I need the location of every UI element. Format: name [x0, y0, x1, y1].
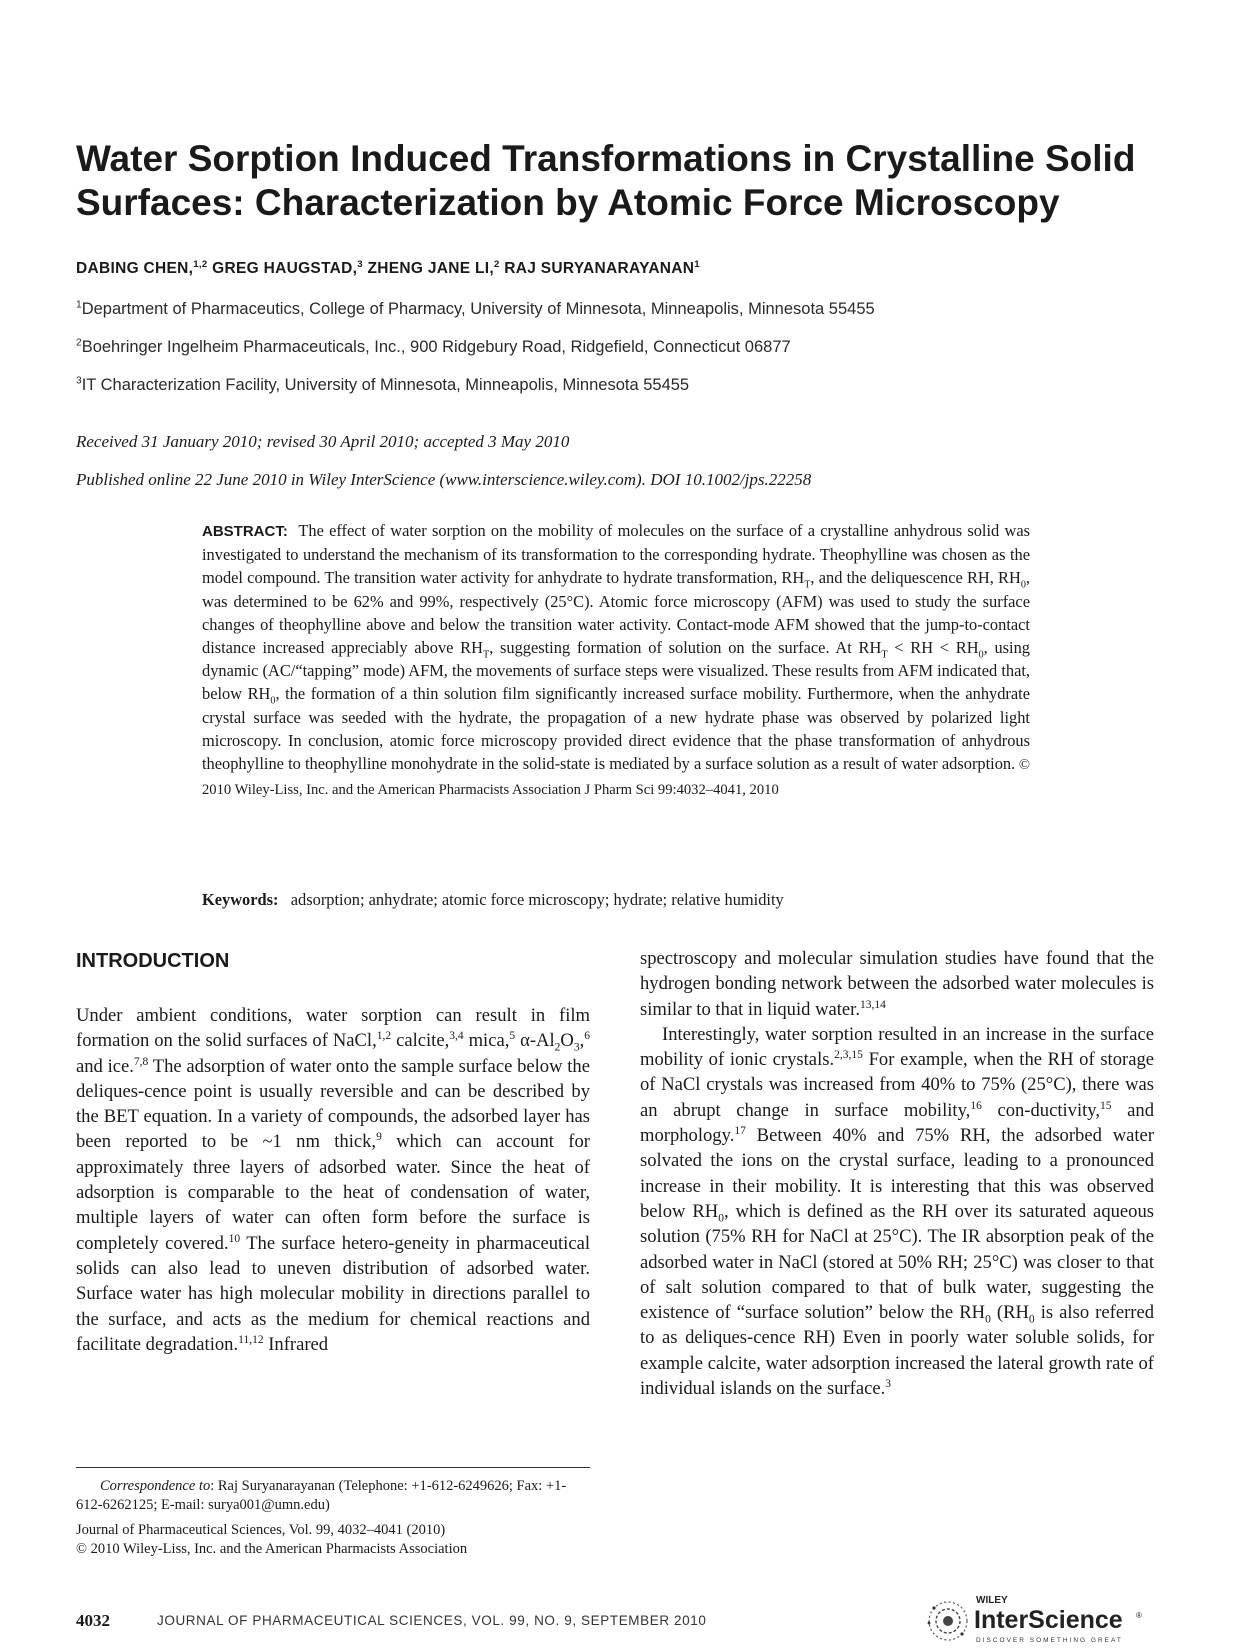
citation: 3,4: [449, 1030, 464, 1043]
text-run: Interestingly, water sorption resulted in an increase in the surface mobility of ionic crystals.: [640, 1023, 1154, 1071]
subscript: 0: [985, 1313, 991, 1326]
text-run: Infrared: [263, 1333, 329, 1355]
abstract-text: < RH < RH: [887, 638, 979, 658]
affil-text: Department of Pharmaceutics, College of Pharmacy, University of Minnesota, Minneapolis, Minnesota 55455: [81, 300, 875, 318]
footnote: [76, 1477, 590, 1559]
citation: 17: [734, 1124, 746, 1137]
text-run: con-ductivity,: [981, 1099, 1101, 1121]
text-run: is also referred to as deliques-cence RH) Even in poorly water soluble solids, for example calcite, water adsorption increased the lateral growth rate of individual islands on the surface.: [640, 1302, 1155, 1400]
subscript: T: [804, 579, 811, 591]
author-name: DABING CHEN,: [76, 260, 194, 277]
abstract-text: , and the deliquescence RH, RH: [810, 568, 1021, 588]
affil-sup: 1: [76, 299, 82, 311]
subscript: 3: [573, 1042, 580, 1055]
page-number: 4032: [76, 1611, 110, 1630]
journal-citation: Journal of Pharmaceutical Sciences, Vol. 99, 4032–4041 (2010): [76, 1522, 446, 1538]
paragraph: [76, 1003, 590, 1357]
logo-tagline: DISCOVER SOMETHING GREAT: [976, 1637, 1123, 1644]
title-line-1: Water Sorption Induced Transformations in Crystalline Solid: [76, 138, 1136, 179]
keywords-label: Keywords:: [202, 890, 279, 909]
author-affil-sup: 2: [494, 258, 500, 270]
abstract-text: , suggesting formation of solution on the surface. At RH: [489, 638, 882, 658]
keywords-text: adsorption; anhydrate; atomic force microscopy; hydrate; relative humidity: [290, 890, 784, 909]
abstract-copyright: © 2010 Wiley-Liss, Inc. and the American Pharmacists Association J Pharm Sci 99:4032–4041, 2010: [202, 757, 1030, 799]
citation: 1,2: [376, 1030, 392, 1043]
citation: 16: [970, 1099, 982, 1112]
logo-name-text: InterScience: [974, 1606, 1123, 1634]
text-run: The surface hetero-geneity in pharmaceutical solids can also lead to uneven distribution of adsorbed water. Surface water has high molecular mobility in directions parallel to the surface, and acts as the medium for chemical reactions and facilitate degradation.: [76, 1232, 591, 1355]
subscript: 2: [554, 1042, 561, 1055]
article-title: [76, 137, 1176, 225]
citation: 15: [1100, 1099, 1112, 1112]
text-run: The adsorption of water onto the sample surface below the deliques-cence point is usually reversible and can be described by the BET equation. In a variety of compounds, the adsorbed layer has been reported to be ~1 nm thick,: [76, 1055, 590, 1153]
affil-sup: 2: [76, 337, 82, 349]
published-online: Published online 22 June 2010 in Wiley InterScience (www.interscience.wiley.com). DOI 10.1002/jps.22258: [76, 470, 812, 489]
text-run: For example, when the RH of storage of NaCl crystals was increased from 40% to 75% (25°C), there was an abrupt change in surface mobility,: [640, 1049, 1155, 1121]
subscript: 0: [1028, 1313, 1035, 1326]
citation: 6: [584, 1030, 591, 1043]
globe-icon: [928, 1602, 967, 1640]
title-line-2: Surfaces: Characterization by Atomic Force Microscopy: [76, 182, 1060, 223]
abstract-text: , was determined to be 62% and 99%, respectively (25°C). Atomic force microscopy (AFM) was used to study the surface changes of theophylline above and below the transition water activity. Contact-mode AFM showed that the jump-to-contact distance increased appreciably above RH: [202, 568, 1030, 658]
abstract-label: ABSTRACT:: [202, 523, 288, 540]
citation: 10: [228, 1232, 241, 1245]
author-affil-sup: 1,2: [193, 258, 208, 270]
text-run: mica,: [463, 1030, 510, 1052]
subscript: 0: [978, 649, 984, 661]
text-run: (RH: [990, 1302, 1029, 1324]
citation: 5: [509, 1030, 516, 1043]
citation: 11,12: [238, 1333, 264, 1346]
text-run: Under ambient conditions, water sorption can result in film formation on the solid surfaces of NaCl,: [76, 1005, 590, 1052]
right-column: [640, 946, 1154, 1401]
section-heading-introduction: INTRODUCTION: [76, 950, 230, 972]
author-name: RAJ SURYANARAYANAN: [499, 260, 695, 277]
text-run: Between 40% and 75% RH, the adsorbed water solvated the ions on the crystal surface, leading to a pronounced increase in their mobility. It is interesting that this was observed below RH: [640, 1125, 1154, 1222]
author-name: ZHENG JANE LI,: [362, 260, 495, 277]
affiliation-3: [76, 376, 689, 395]
text-run: , which is defined as the RH over its saturated aqueous solution (75% RH for NaCl at 25°C). The IR absorption peak of the adsorbed water in NaCl (stored at 50% RH; 25°C) was closer to that of salt solution compared to that of bulk water, suggesting the existence of “surface solution” below the RH: [640, 1200, 1154, 1324]
correspondence-label: Correspondence to: [100, 1478, 211, 1494]
text-run: and morphology.: [640, 1099, 1154, 1147]
subscript: 0: [1020, 579, 1026, 591]
abstract-text: , the formation of a thin solution film significantly increased surface mobility. Furthermore, when the anhydrate crystal surface was seeded with the hydrate, the propagation of a new hydrate phase was observed by polarized light microscopy. In conclusion, atomic force microscopy provided direct evidence that the phase transformation of anhydrous theophylline to theophylline monohydrate in the solid-state is mediated by a surface solution as a result of water adsorption.: [202, 684, 1030, 774]
abstract-text: The effect of water sorption on the mobility of molecules on the surface of a crystalline anhydrous solid was investigated to understand the mechanism of its transformation to the corresponding hydrate. Theophylline was chosen as the model compound. The transition water activity for anhydrate to hydrate transformation, RH: [202, 521, 1030, 588]
affil-text: Boehringer Ingelheim Pharmaceuticals, Inc., 900 Ridgebury Road, Ridgefield, Connecticut 06877: [81, 338, 791, 356]
subscript: 0: [718, 1212, 724, 1225]
text-run: which can account for approximately three layers of adsorbed water. Since the heat of adsorption is comparable to the heat of condensation of water, multiple layers of water can often form before the surface is completely covered.: [76, 1131, 590, 1254]
citation: 2,3,15: [834, 1049, 863, 1061]
received-dates: Received 31 January 2010; revised 30 April 2010; accepted 3 May 2010: [76, 432, 570, 451]
citation: 13,14: [860, 998, 886, 1011]
author-list: [76, 260, 700, 278]
author-affil-sup: 1: [694, 258, 700, 270]
text-run: calcite,: [391, 1030, 450, 1052]
text-run: ,: [579, 1030, 585, 1052]
affil-sup: 3: [76, 375, 82, 387]
author-name: GREG HAUGSTAD,: [207, 260, 358, 277]
citation: 9: [376, 1131, 382, 1144]
running-footer: JOURNAL OF PHARMACEUTICAL SCIENCES, VOL. 99, NO. 9, SEPTEMBER 2010: [157, 1613, 707, 1628]
left-column: [76, 1003, 590, 1357]
text-run: and ice.: [76, 1055, 134, 1077]
footnote-copyright: © 2010 Wiley-Liss, Inc. and the American Pharmacists Association: [76, 1541, 468, 1557]
subscript: T: [881, 649, 888, 661]
footnote-divider: [76, 1467, 590, 1468]
text-run: spectroscopy and molecular simulation studies have found that the hydrogen bonding network between the adsorbed water molecules is similar to that in liquid water.: [640, 948, 1154, 1020]
logo-registered-mark: ®: [1136, 1611, 1142, 1620]
abstract: [202, 519, 1030, 802]
affil-text: IT Characterization Facility, University of Minnesota, Minneapolis, Minnesota 55455: [81, 376, 690, 394]
affiliation-2: [76, 338, 791, 357]
correspondence-text: : Raj Suryanarayanan (Telephone: +1-612-6249626; Fax: +1-612-6262125; E-mail: surya001@umn.edu): [76, 1478, 567, 1513]
subscript: T: [482, 649, 490, 661]
keywords: [202, 890, 784, 910]
logo-wiley-text: WILEY: [976, 1595, 1008, 1606]
subscript: 0: [270, 695, 276, 707]
wiley-interscience-logo: [920, 1590, 1150, 1646]
paragraph: [640, 1022, 1154, 1401]
citation: 7,8: [133, 1055, 149, 1068]
paragraph: [640, 946, 1154, 1022]
text-run: α-Al: [515, 1030, 555, 1052]
affiliation-1: [76, 300, 875, 319]
abstract-text: , using dynamic (AC/“tapping” mode) AFM, the movements of surface steps were visualized. These results from AFM indicated that, below RH: [202, 638, 1031, 704]
text-run: O: [560, 1030, 574, 1052]
correspondence-note: [76, 1477, 590, 1515]
author-affil-sup: 3: [357, 258, 363, 270]
citation: 3: [885, 1377, 892, 1390]
